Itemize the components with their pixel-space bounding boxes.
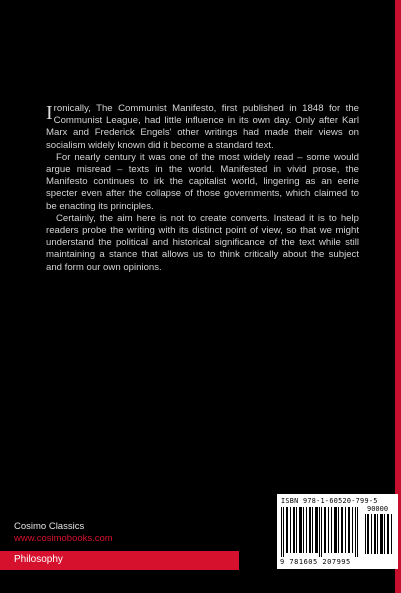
publisher-name: Cosimo Classics [14,521,85,532]
drop-cap: I [46,102,53,124]
back-cover-blurb [46,103,359,274]
publisher-website[interactable]: www.cosimobooks.com [14,533,113,544]
blurb-paragraph-1-text: ronically, The Communist Manifesto, first published in 1848 for the Communist League, had little influence in its own day. Only after Karl Marx and Frederick Engels' other writings had made their views on socialism widely known did it become a standard text. [46,103,359,151]
ean-number: 9 781605 207995 [280,558,351,566]
addon-barcode-bars [365,514,393,554]
blurb-paragraph-2: For nearly century it was one of the most widely read – some would argue misread – texts in the world. Manifested in vivid prose, the Manifesto continues to irk the capitalist world, lingering as an eerie specter even after the collapse of those governments, which claimed to be enacting its principles. [46,151,359,212]
price-code: 90000 [367,505,389,513]
blurb-paragraph-1 [46,103,359,152]
isbn-label: ISBN 978-1-60520-799-5 [281,497,378,505]
isbn-barcode [277,494,398,569]
category-label: Philosophy [14,554,63,565]
ean-barcode-bars [281,507,361,557]
blurb-paragraph-3: Certainly, the aim here is not to create converts. Instead it is to help readers probe the writing with its distinct point of view, so that we might understand the political and historical significance of the text while still maintaining a stance that allows us to think critically about the subject and form our own opinions. [46,212,359,273]
category-bar [0,551,239,570]
